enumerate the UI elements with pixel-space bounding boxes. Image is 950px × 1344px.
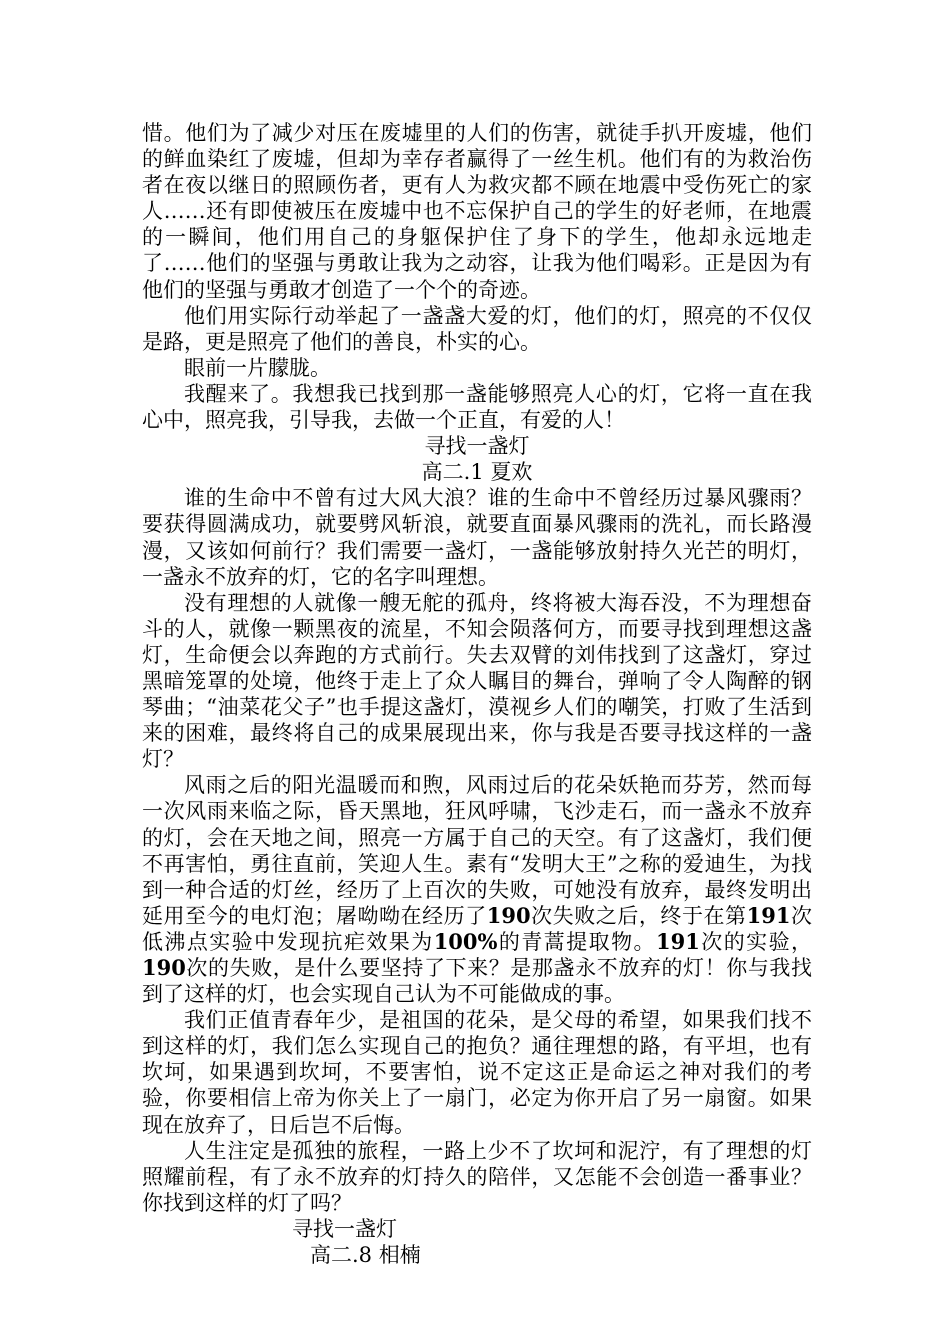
document-page bbox=[142, 120, 812, 1268]
essay2-paragraph-3-text-d: 的青蒿提取物。 bbox=[497, 929, 656, 954]
essay2-paragraph-3-text-b: 次失败之后，终于在第 bbox=[530, 903, 747, 928]
essay1-paragraph-continued: 惜。他们为了减少对压在废墟里的人们的伤害，就徒手扒开废墟，他们的鲜血染红了废墟，但却为幸存者赢得了一丝生机。他们有的为救治伤者在夜以继日的照顾伤者，更有人为救灾都不顾在地震中受伤死亡的家人……还有即使被压在废墟中也不忘保护自己的学生的好老师，在地震的一瞬间，他们用自己的身躯保护住了身下的学生，他却永远地走了……他们的坚强与勇敢让我为之动容，让我为他们喝彩。正是因为有他们的坚强与勇敢才创造了一个个的奇迹。 bbox=[142, 121, 812, 302]
essay2-paragraph-5: 人生注定是孤独的旅程，一路上少不了坎坷和泥泞，有了理想的灯照耀前程，有了永不放弃的灯持久的陪伴，又怎能不会创造一番事业？你找到这样的灯了吗？ bbox=[142, 1138, 812, 1215]
number-190-second: 190 bbox=[142, 955, 186, 980]
essay3-title: 寻找一盏灯 bbox=[292, 1216, 397, 1241]
essay2-byline: 高二.1 夏欢 bbox=[421, 460, 533, 485]
essay2-paragraph-3 bbox=[142, 772, 812, 1007]
essay1-paragraph-3: 眼前一片朦胧。 bbox=[184, 355, 331, 380]
number-100-percent: 100% bbox=[433, 928, 498, 954]
number-191-second: 191 bbox=[655, 928, 700, 954]
essay2-paragraph-2: 没有理想的人就像一艘无舵的孤舟，终将被大海吞没，不为理想奋斗的人，就像一颗黑夜的流星，不知会陨落何方，而要寻找到理想这盏灯，生命便会以奔跑的方式前行。失去双臂的刘伟找到了这盏灯，穿过黑暗笼罩的处境，他终于走上了众人瞩目的舞台，弹响了令人陶醉的钢琴曲；“油菜花父子”也手提这盏灯，漠视乡人们的嘲笑，打败了生活到来的困难，最终将自己的成果展现出来，你与我是否要寻找这样的一盏灯？ bbox=[142, 590, 812, 772]
essay2-paragraph-4: 我们正值青春年少，是祖国的花朵，是父母的希望，如果我们找不到这样的灯，我们怎么实现自己的抱负？通往理想的路，有平坦，也有坎坷，如果遇到坎坷，不要害怕，说不定这正是命运之神对我们的考验，你要相信上帝为你关上了一扇门，必定为你开启了另一扇窗。如果现在放弃了，日后岂不后悔。 bbox=[142, 1008, 812, 1137]
essay2-paragraph-3-text-c: 次低沸点实验中发现抗疟效果为 bbox=[142, 903, 812, 954]
essay2-paragraph-1: 谁的生命中不曾有过大风大浪？谁的生命中不曾经历过暴风骤雨？要获得圆满成功，就要劈风斩浪，就要直面暴风骤雨的洗礼，而长路漫漫，又该如何前行？我们需要一盏灯，一盏能够放射持久光芒的明灯，一盏永不放弃的灯，它的名字叫理想。 bbox=[142, 486, 812, 589]
essay1-paragraph-4: 我醒来了。我想我已找到那一盏能够照亮人心的灯，它将一直在我心中，照亮我，引导我，去做一个正直，有爱的人！ bbox=[142, 381, 812, 433]
essay2-title: 寻找一盏灯 bbox=[424, 434, 530, 459]
number-191: 191 bbox=[746, 902, 791, 928]
essay2-paragraph-3-text-a: 风雨之后的阳光温暖而和煦，风雨过后的花朵妖艳而芬芳，然而每一次风雨来临之际，昏天黑地，狂风呼啸，飞沙走石，而一盏永不放弃的灯，会在天地之间，照亮一方属于自己的天空。有了这盏灯，我们便不再害怕，勇往直前，笑迎人生。素有“发明大王”之称的爱迪生，为找到一种合适的灯丝，经历了上百次的失败，可她没有放弃，最终发明出延用至今的电灯泡；屠呦呦在经历了 bbox=[142, 773, 812, 928]
number-190: 190 bbox=[486, 902, 531, 928]
essay2-paragraph-3-text-e: 次的实验， bbox=[699, 929, 813, 954]
essay2-paragraph-3-text-f: 次的失败，是什么要坚持了下来？是那盏永不放弃的灯！你与我找到了这样的灯，也会实现自己认为不可能做成的事。 bbox=[142, 956, 812, 1007]
essay1-paragraph-2: 他们用实际行动举起了一盏盏大爱的灯，他们的灯，照亮的不仅仅是路，更是照亮了他们的善良，朴实的心。 bbox=[142, 303, 812, 354]
essay3-byline: 高二.8 相楠 bbox=[310, 1243, 421, 1268]
